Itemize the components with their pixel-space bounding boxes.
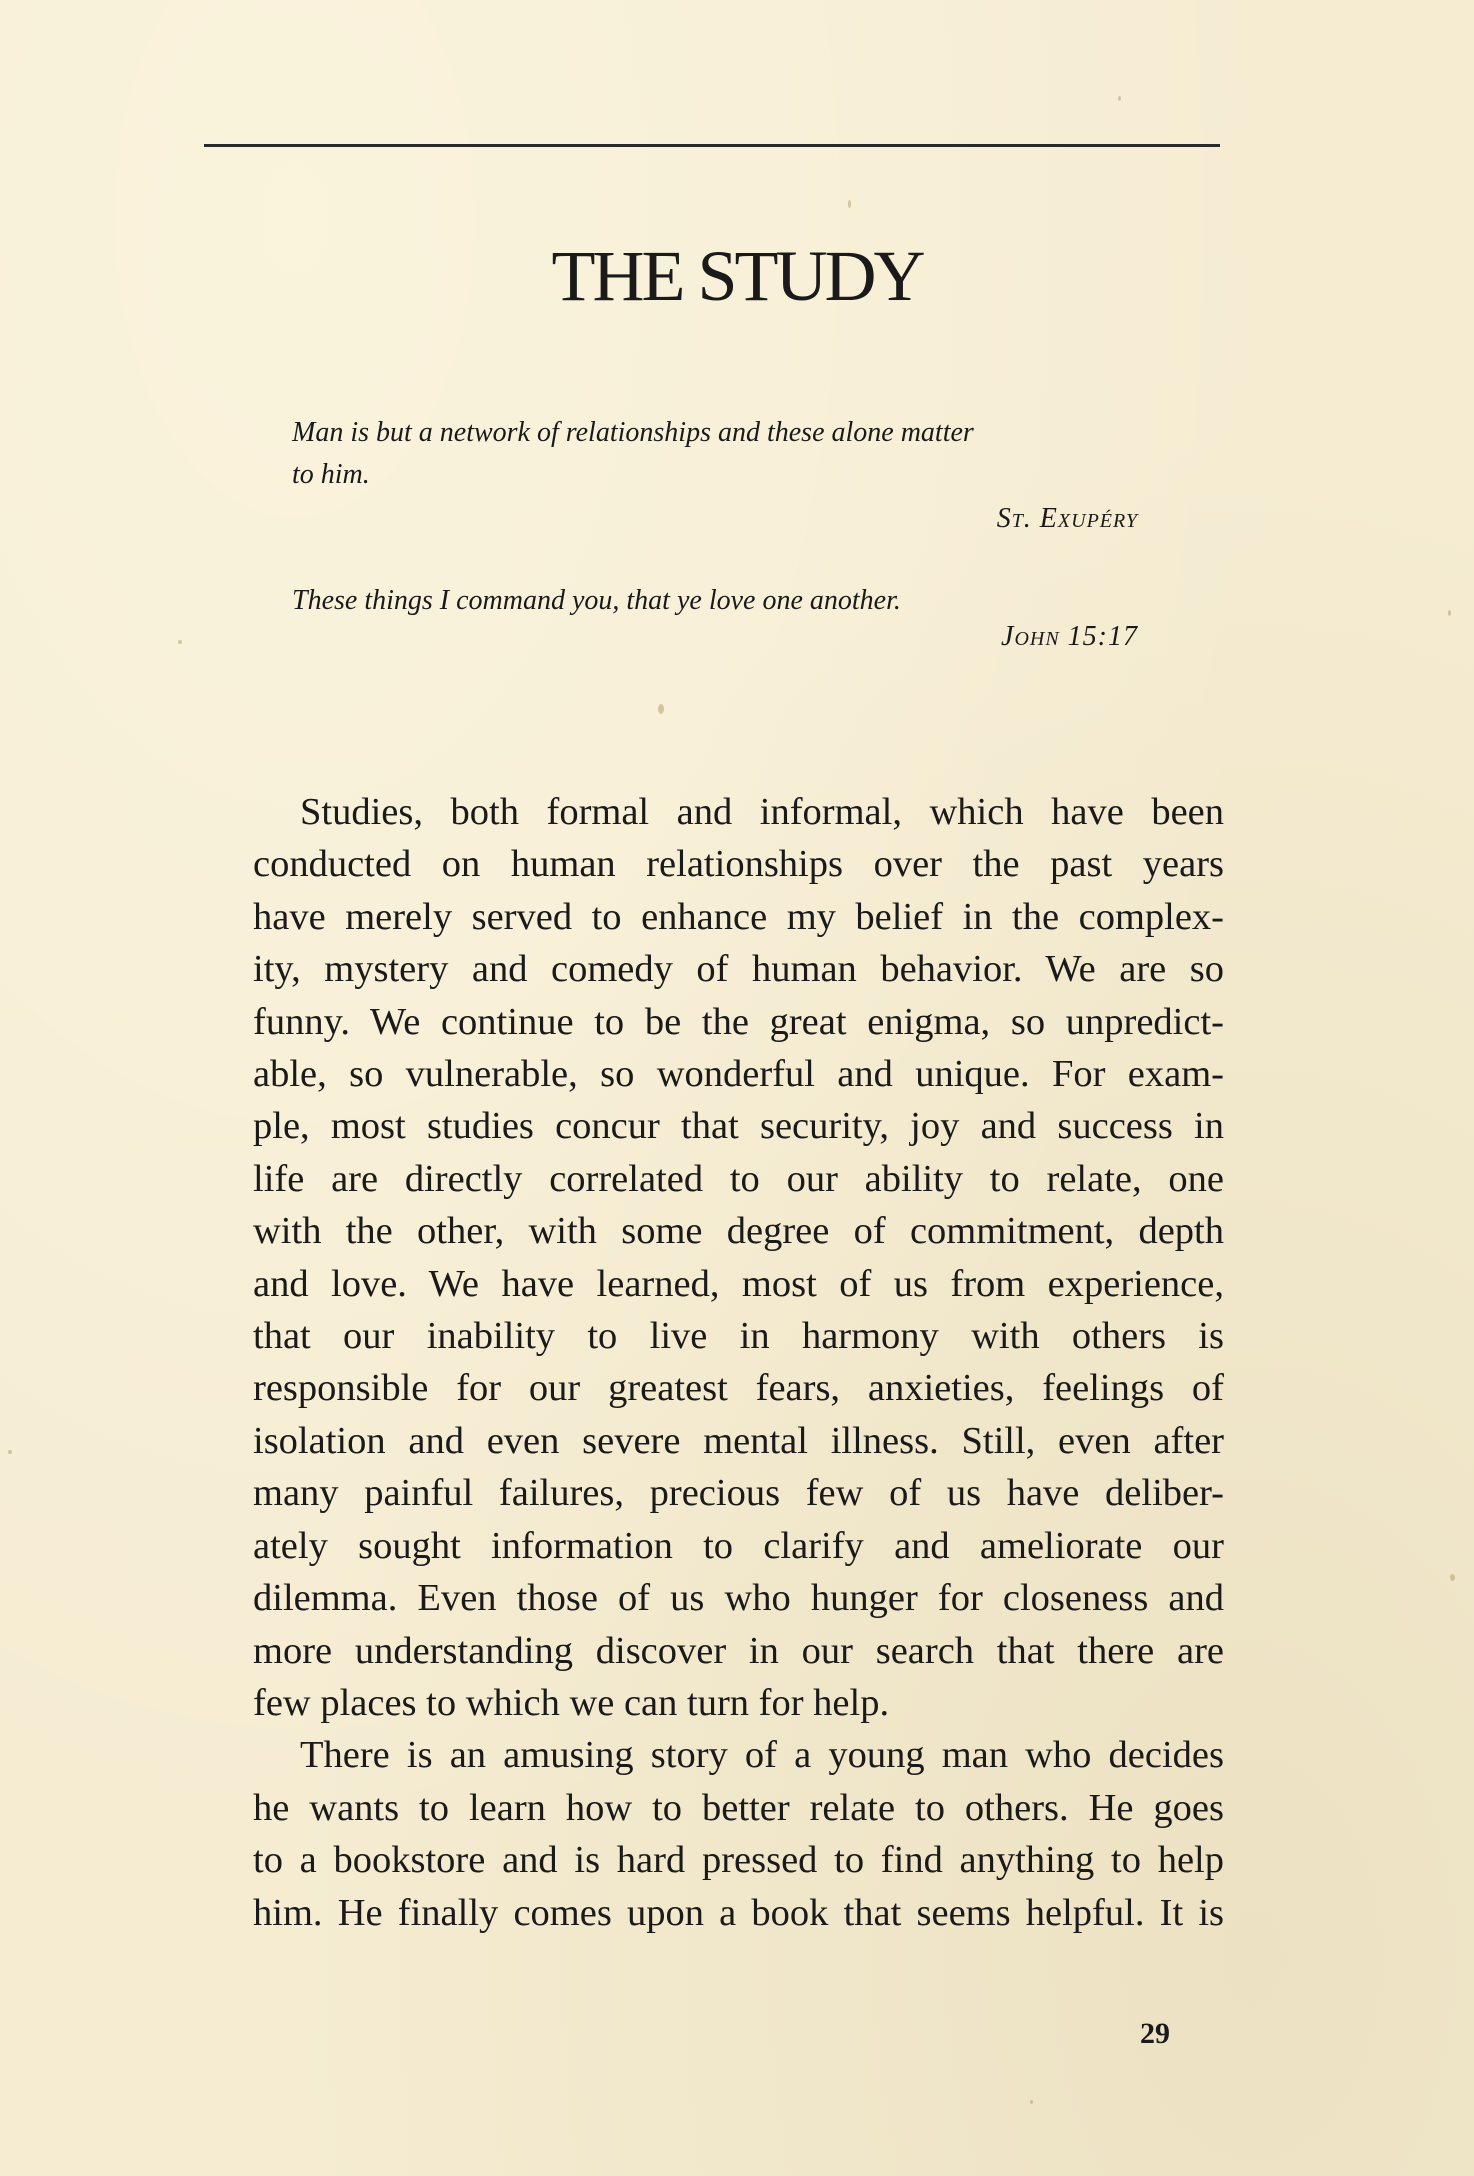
paragraph-line: to a bookstore and is hard pressed to find anything to help: [253, 1839, 1224, 1882]
paragraph-line: funny. We continue to be the great enigma, so unpredict-: [253, 1000, 1224, 1043]
page-number: 29: [1140, 2017, 1170, 2050]
paragraph: [206, 1729, 1224, 1939]
paragraph-line: Studies, both formal and informal, which have been: [300, 791, 1224, 833]
paragraph-line: that our inability to live in harmony with others is: [253, 1315, 1224, 1358]
paper-speck: [848, 200, 851, 208]
paragraph-line: ity, mystery and comedy of human behavior. We are so: [253, 948, 1224, 991]
epigraph-quote-line: Man is but a network of relationships and these alone matter: [292, 417, 974, 448]
epigraph-quote: [292, 412, 1138, 496]
paragraph-line: conducted on human relationships over the past years: [253, 843, 1224, 886]
paper-speck: [1448, 610, 1451, 616]
paragraph: [206, 786, 1224, 1729]
paragraph-line: responsible for our greatest fears, anxieties, feelings of: [253, 1367, 1224, 1410]
paragraph-line: with the other, with some degree of commitment, depth: [253, 1210, 1224, 1253]
paragraph-line: ple, most studies concur that security, joy and success in: [253, 1105, 1224, 1148]
paper-speck: [1118, 96, 1121, 101]
paper-speck: [1450, 1574, 1455, 1581]
paragraph-line: many painful failures, precious few of us have deliber-: [253, 1472, 1224, 1515]
paragraph-line: There is an amusing story of a young man who decides: [300, 1734, 1224, 1777]
paragraph-line: dilemma. Even those of us who hunger for closeness and: [253, 1577, 1224, 1620]
epigraph: [292, 580, 1138, 658]
paragraph-line: have merely served to enhance my belief in the complex-: [253, 895, 1224, 938]
paragraph-line: and love. We have learned, most of us from experience,: [253, 1262, 1224, 1305]
paragraph-line: ately sought information to clarify and ameliorate our: [253, 1524, 1224, 1567]
paragraph-line: he wants to learn how to better relate to others. He goes: [253, 1786, 1224, 1829]
paper-speck: [8, 1450, 12, 1454]
epigraph: [292, 412, 1138, 540]
paragraph-line: few places to which we can turn for help.: [253, 1681, 890, 1724]
epigraph-quote-line: to him.: [292, 459, 370, 490]
paragraph-line: able, so vulnerable, so wonderful and unique. For exam-: [253, 1053, 1224, 1096]
epigraph-quote-line: These things I command you, that ye love one another.: [292, 585, 901, 616]
epigraph-attribution: St. Exupéry: [996, 503, 1138, 534]
paper-speck: [1030, 2100, 1033, 2104]
epigraph-attribution: John 15:17: [1001, 621, 1138, 652]
paper-speck: [658, 704, 664, 714]
paragraph-line: more understanding discover in our search that there are: [253, 1629, 1224, 1672]
paragraph-line: him. He finally comes upon a book that seems helpful. It is: [253, 1891, 1224, 1934]
chapter-title: THE STUDY: [551, 236, 923, 316]
paragraph-line: life are directly correlated to our ability to relate, one: [253, 1157, 1224, 1200]
paper-speck: [178, 640, 182, 644]
body-text: [206, 786, 1224, 1939]
top-rule: [204, 144, 1220, 147]
paragraph-line: isolation and even severe mental illness. Still, even after: [253, 1419, 1224, 1462]
